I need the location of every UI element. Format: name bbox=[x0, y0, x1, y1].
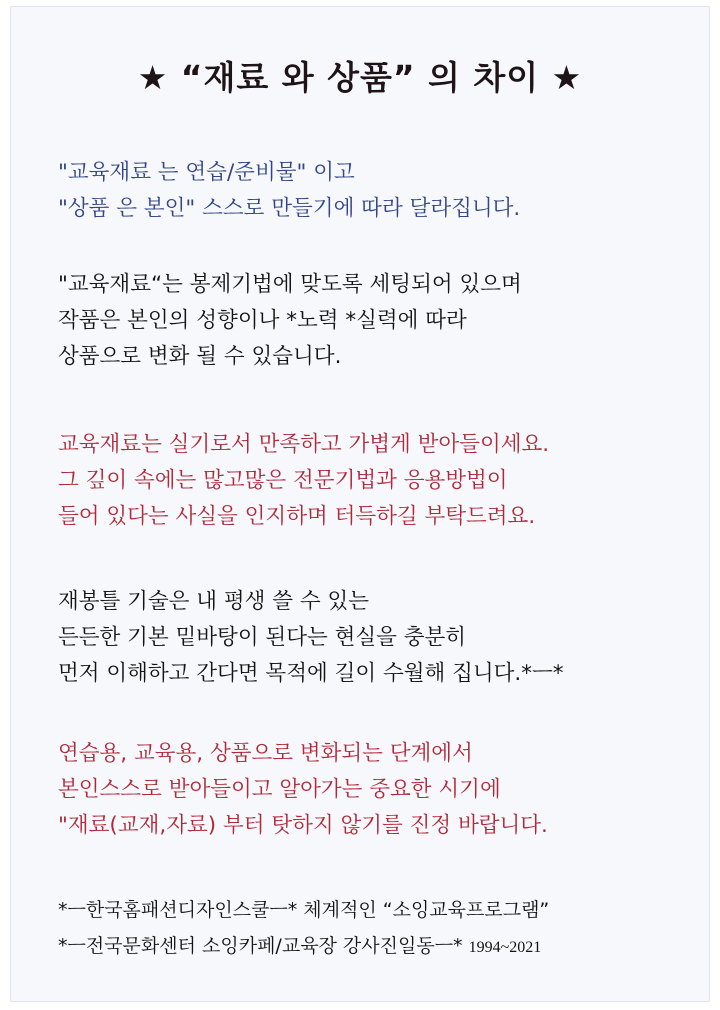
text-line: 연습용, 교육용, 상품으로 변화되는 단계에서 bbox=[58, 741, 473, 766]
text-line: 상품으로 변화 될 수 있습니다. bbox=[58, 344, 342, 369]
footer-signature bbox=[58, 892, 549, 964]
text-line: 교육재료는 실기로서 만족하고 가볍게 받아들이세요. bbox=[58, 432, 550, 457]
paragraph-material-setting bbox=[58, 267, 522, 375]
paragraph-sewing-skill bbox=[58, 584, 564, 692]
text-line: "교육재료“는 봉제기법에 맞도록 세팅되어 있으며 bbox=[58, 272, 522, 297]
paragraph-stages bbox=[58, 736, 548, 844]
text-line: 작품은 본인의 성향이나 *노력 *실력에 따라 bbox=[58, 308, 467, 333]
text-line: 본인스스로 받아들이고 알아가는 중요한 시기에 bbox=[58, 777, 501, 802]
text-line: 재봉틀 기술은 내 평생 쓸 수 있는 bbox=[58, 589, 370, 614]
text-line: "교육재료 는 연습/준비물" 이고 bbox=[58, 160, 355, 185]
text-line: "재료(교재,자료) 부터 탓하지 않기를 진정 바랍니다. bbox=[58, 813, 548, 838]
footer-years: 1994~2021 bbox=[468, 939, 542, 956]
paragraph-practice-advice bbox=[58, 427, 549, 535]
text-line: 들어 있다는 사실을 인지하며 터득하길 부탁드려요. bbox=[58, 504, 536, 529]
text-line: 든든한 기본 밑바탕이 된다는 현실을 충분히 bbox=[58, 625, 467, 650]
footer-instructors-text: *ㅡ전국문화센터 소잉카페/교육장 강사진일동ㅡ* bbox=[58, 935, 463, 957]
footer-line-school: *ㅡ한국홈패션디자인스쿨ㅡ* 체계적인 “소잉교육프로그램” bbox=[58, 899, 550, 921]
paragraph-material-vs-product bbox=[58, 155, 520, 227]
page-title: ★ “재료 와 상품” 의 차이 ★ bbox=[137, 58, 583, 97]
text-line: "상품 은 본인" 스스로 만들기에 따라 달라집니다. bbox=[58, 196, 521, 221]
text-line: 먼저 이해하고 간다면 목적에 길이 수월해 집니다.*ㅡ* bbox=[58, 661, 564, 686]
text-line: 그 깊이 속에는 많고많은 전문기법과 응용방법이 bbox=[58, 468, 508, 493]
footer-line-instructors bbox=[58, 928, 549, 964]
